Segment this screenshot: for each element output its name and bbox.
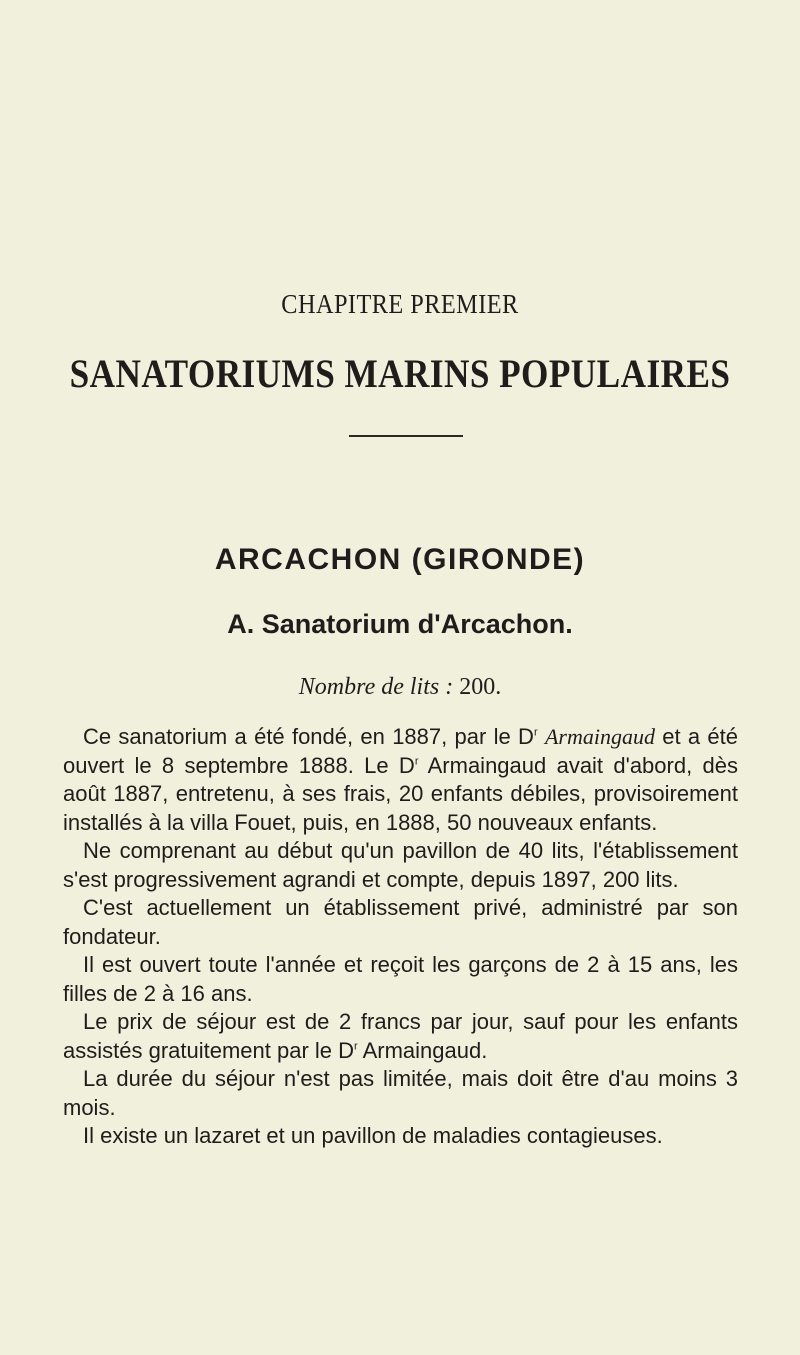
paragraph-facilities: Il existe un lazaret et un pavillon de maladies contagieuses. [83, 1123, 663, 1148]
doctor-abbrev-superscript: r [533, 726, 538, 739]
paragraph-price-text-c: Armaingaud. [362, 1037, 488, 1063]
paragraph-price [63, 1008, 738, 1065]
chapter-label: CHAPITRE PREMIER [281, 289, 519, 319]
divider-rule [349, 435, 463, 437]
body-text [63, 723, 738, 1151]
paragraph-founding-text-a: Ce sanatorium a été fondé, en 1887, par le D [83, 724, 534, 749]
paragraph-founding-text-f: Armaingaud avait d'abord, dès août 1887, entretenu, à ses frais, 20 enfants débiles, provisoirement installés à la villa Fouet, puis, en 1888, 50 nouveaux enfants. [63, 752, 738, 835]
paragraph-admission: Il est ouvert toute l'année et reçoit les garçons de 2 à 15 ans, les filles de 2 à 16 ans. [63, 952, 738, 1006]
paragraph-founding-text-d: et a été ouvert le 8 septembre 1888. Le D [63, 724, 739, 778]
founder-name: Armaingaud [544, 724, 655, 749]
section-title: ARCACHON (GIRONDE) [214, 543, 586, 576]
beds-label: Nombre de lits : [298, 674, 454, 700]
paragraph-administration: C'est actuellement un établissement privé, administré par son fondateur. [63, 895, 738, 949]
subsection-title: A. Sanatorium d'Arcachon. [227, 609, 573, 639]
paragraph-duration: La durée du séjour n'est pas limitée, mais doit être d'au moins 3 mois. [63, 1066, 738, 1120]
paragraph-capacity: Ne comprenant au début qu'un pavillon de 40 lits, l'établissement s'est progressivement agrandi et compte, depuis 1897, 200 lits. [63, 838, 738, 892]
doctor-abbrev-superscript: r [414, 755, 419, 768]
paragraph-price-text-a: Le prix de séjour est de 2 francs par jour, sauf pour les enfants assistés gratuitement par le D [63, 1009, 738, 1063]
chapter-title: SANATORIUMS MARINS POPULAIRES [69, 351, 731, 396]
beds-value: 200. [459, 674, 502, 700]
paragraph-founding [63, 723, 738, 837]
beds-count-line [0, 674, 800, 701]
doctor-abbrev-superscript: r [354, 1040, 358, 1053]
